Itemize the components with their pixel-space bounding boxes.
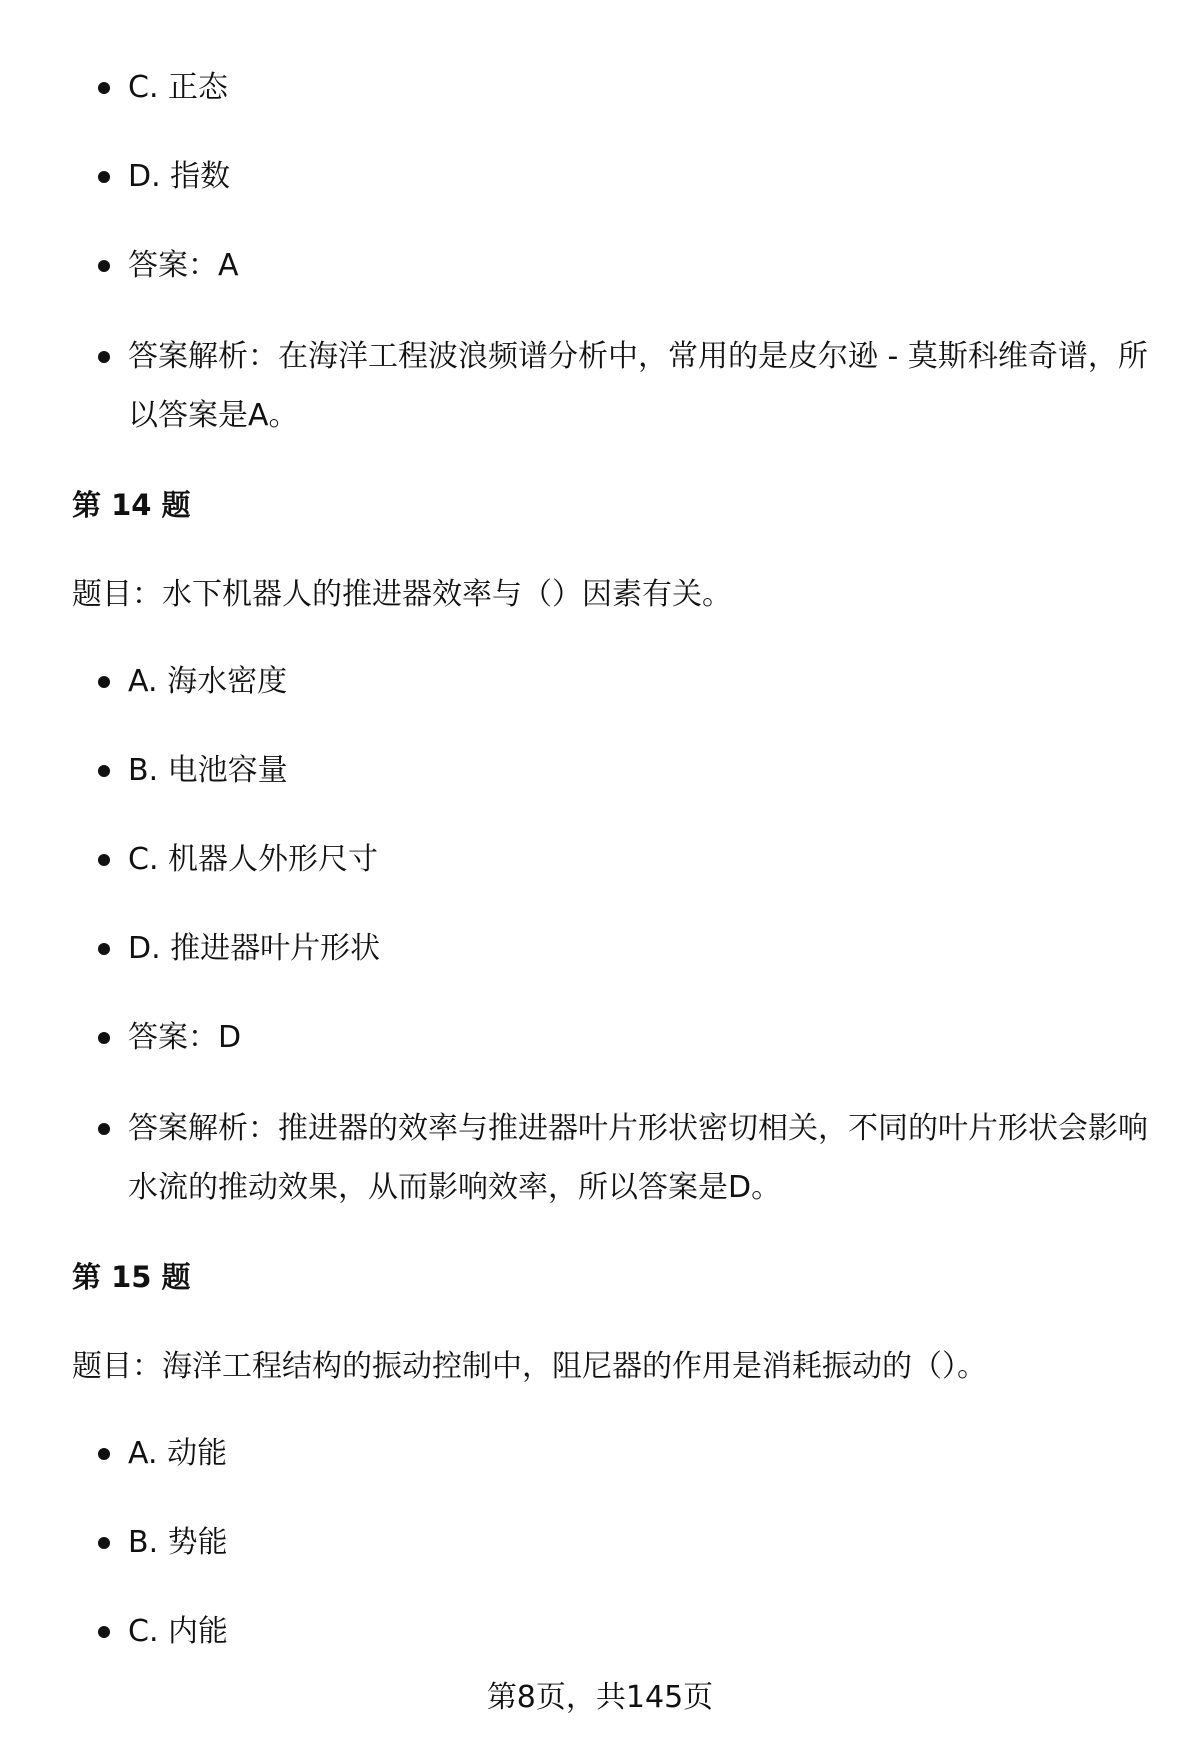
answer-item: 答案：A: [128, 248, 239, 283]
page-number: 第8页，共145页: [486, 1680, 714, 1715]
option-item: D. 推进器叶片形状: [128, 931, 381, 966]
analysis-item: 答案解析：在海洋工程波浪频谱分析中，常用的是皮尔逊 - 莫斯科维奇谱，所以答案是A。: [128, 339, 1148, 433]
option-item: B. 势能: [128, 1525, 228, 1560]
analysis-item: 答案解析：推进器的效率与推进器叶片形状密切相关，不同的叶片形状会影响水流的推动效果，从而影响效率，所以答案是D。: [128, 1111, 1148, 1205]
option-item: A. 动能: [128, 1436, 228, 1471]
bullet-icon: [98, 1032, 110, 1044]
option-item: B. 电池容量: [128, 753, 288, 788]
bullet-icon: [98, 260, 110, 272]
bullet-icon: [98, 676, 110, 688]
bullet-icon: [98, 943, 110, 955]
bullet-icon: [98, 171, 110, 183]
question-text: 题目：水下机器人的推进器效率与（）因素有关。: [72, 577, 732, 612]
option-item: C. 机器人外形尺寸: [128, 842, 379, 877]
bullet-icon: [98, 854, 110, 866]
option-item: C. 内能: [128, 1614, 229, 1649]
option-item: A. 海水密度: [128, 664, 288, 699]
question-heading: 第 14 题: [72, 488, 191, 522]
bullet-icon: [98, 82, 110, 94]
question-text: 题目：海洋工程结构的振动控制中，阻尼器的作用是消耗振动的（）。: [72, 1349, 987, 1384]
bullet-icon: [98, 1537, 110, 1549]
answer-item: 答案：D: [128, 1020, 242, 1055]
bullet-icon: [98, 1448, 110, 1460]
option-item: C. 正态: [128, 70, 229, 105]
question-heading: 第 15 题: [72, 1260, 191, 1294]
bullet-icon: [98, 765, 110, 777]
bullet-icon: [98, 1123, 110, 1135]
option-item: D. 指数: [128, 159, 231, 194]
bullet-icon: [98, 1626, 110, 1638]
bullet-icon: [98, 351, 110, 363]
